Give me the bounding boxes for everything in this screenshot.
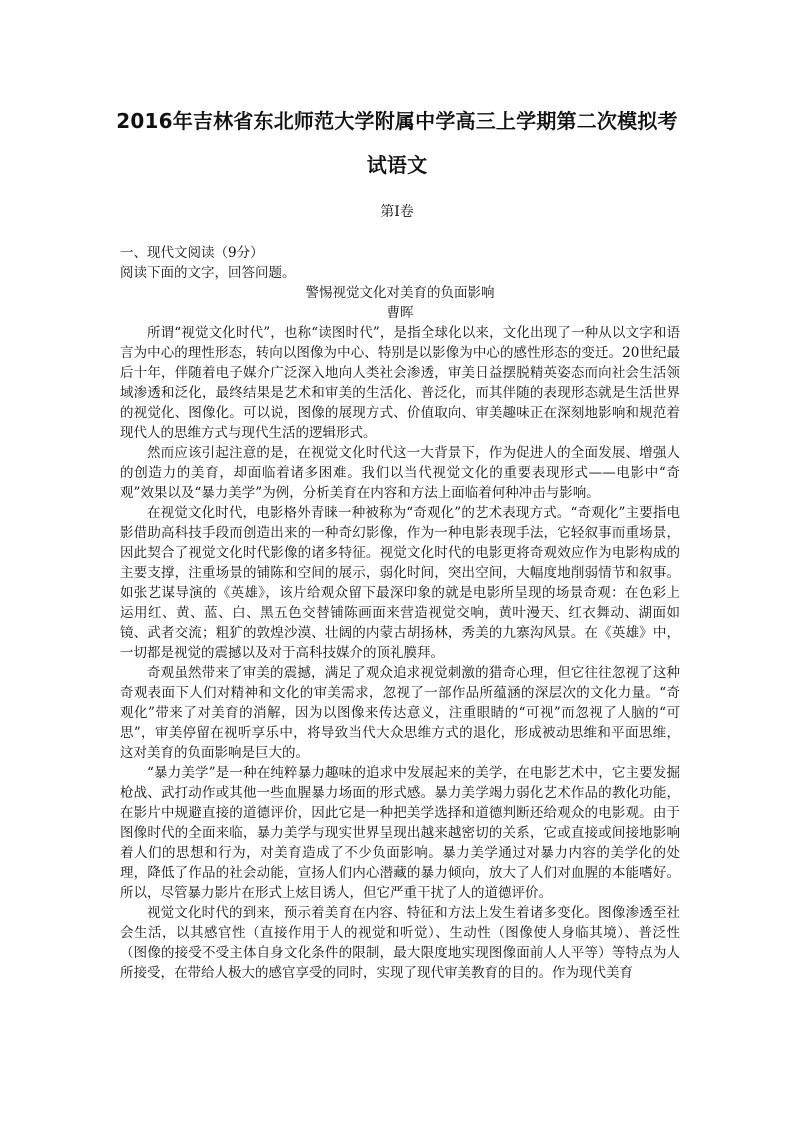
article-paragraph: 然而应该引起注意的是，在视觉文化时代这一大背景下，作为促进人的全面发展、增强人的创造力的美育，却面临着诸多困难。我们以当代视觉文化的重要表现形式——电影中“奇观”效果以及“暴力美学”为例，分析美育在内容和方法上面临着何种冲击与影响。 [120,445,680,501]
section-heading: 一、现代文阅读（9分） [120,245,264,261]
article-title: 警惕视觉文化对美育的负面影响 [305,285,495,301]
part-heading: 第Ⅰ卷 [380,204,414,220]
article-paragraph: 视觉文化时代的到来，预示着美育在内容、特征和方法上发生着诸多变化。图像渗透至社会生活，以其感官性（直接作用于人的视觉和听觉）、生动性（图像使人身临其境）、普泛性（图像的接受不受主体自身文化条件的限制，最大限度地实现图像面前人人平等）等特点为人所接受，在带给人极大的感官享受的同时，实现了现代审美教育的目的。作为现代美育 [120,905,680,981]
article-author: 曹晖 [386,305,414,321]
article-paragraph: 奇观虽然带来了审美的震撼，满足了观众追求视觉刺激的猎奇心理，但它往往忽视了这种奇观表面下人们对精神和文化的审美需求，忽视了一部作品所蕴涵的深层次的文化力量。“奇观化”带来了对美育的消解，因为以图像来传达意义，注重眼睛的“可视”而忽视了人脑的“可思”，审美停留在视听享乐中，将导致当代大众思维方式的退化，形成被动思维和平面思维，这对美育的负面影响是巨大的。 [120,665,680,761]
article-paragraph: 所谓“视觉文化时代”，也称“读图时代”，是指全球化以来，文化出现了一种从以文字和语言为中心的理性形态，转向以图像为中心、特别是以影像为中心的感性形态的变迁。20世纪最后十年，伴随着电子媒介广泛深入地向人类社会渗透，审美日益摆脱精英姿态而向社会生活领域渗透和泛化，最终结果是艺术和审美的生活化、普泛化，而其伴随的表现形态就是生活世界的视觉化、图像化。可以说，图像的展现方式、价值取向、审美趣味正在深刻地影响和规范着现代人的思维方式与现代生活的逻辑形式。 [120,325,680,441]
reading-section [120,243,680,983]
article-paragraph: 在视觉文化时代，电影格外青睐一种被称为“奇观化”的艺术表现方式。“奇观化”主要指电影借助高科技手段而创造出来的一种奇幻影像，作为一种电影表现手法，它轻叙事而重场景，因此契合了视觉文化时代影像的诸多特征。视觉文化时代的电影更将奇观效应作为电影构成的主要支撑，注重场景的铺陈和空间的展示，弱化时间，突出空间，大幅度地削弱情节和叙事。如张艺谋导演的《英雄》，该片给观众留下最深印象的就是电影所呈现的场景奇观：在色彩上运用红、黄、蓝、白、黑五色交替铺陈画面来营造视觉交响，黄叶漫天、红衣舞动、湖面如镜、武者交流；粗犷的敦煌沙漠、壮阔的内蒙古胡扬林，秀美的九寨沟风景。在《英雄》中，一切都是视觉的震撼以及对于高科技媒介的顶礼膜拜。 [120,505,680,661]
instruction-text: 阅读下面的文字，回答问题。 [120,265,296,281]
article-paragraph: “暴力美学”是一种在纯粹暴力趣味的追求中发展起来的美学，在电影艺术中，它主要发掘枪战、武打动作或其他一些血腥暴力场面的形式感。暴力美学竭力弱化艺术作品的教化功能，在影片中规避直接的道德评价，因此它是一种把美学选择和道德判断还给观众的电影观。由于图像时代的全面来临，暴力美学与现实世界呈现出越来越密切的关系，它或直接或间接地影响着人们的思想和行为，对美育造成了不少负面影响。暴力美学通过对暴力内容的美学化的处理，降低了作品的社会动能，宣扬人们内心潜藏的暴力倾向，放大了人们对血腥的本能嗜好。所以，尽管暴力影片在形式上炫目诱人，但它严重干扰了人的道德评价。 [120,765,680,901]
article-body [120,323,680,983]
document-title: 2016年吉林省东北师范大学附属中学高三上学期第二次模拟考试语文 [116,109,678,177]
